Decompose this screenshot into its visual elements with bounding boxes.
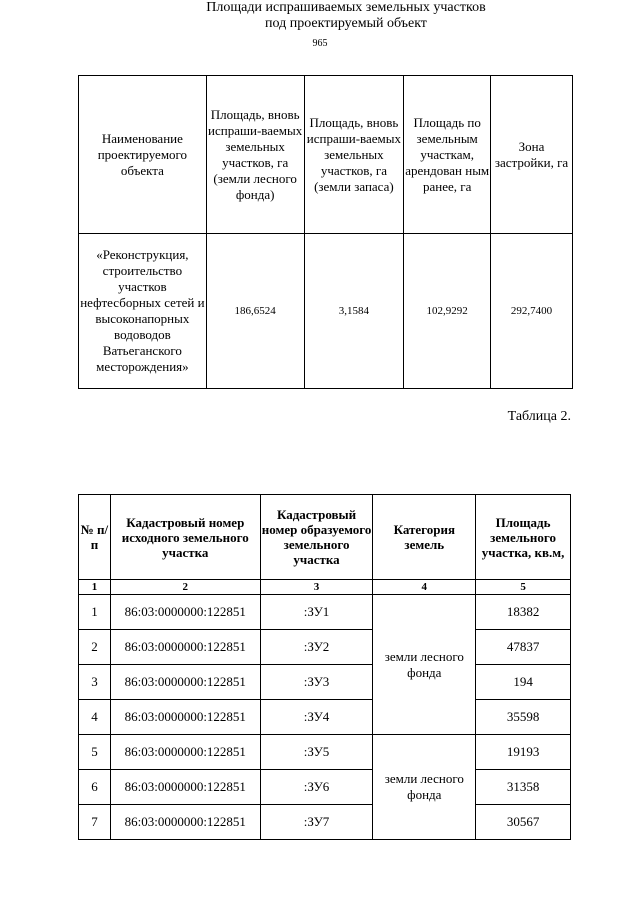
object-name-cell: «Реконструкция, строительство участков нефтесборных сетей и высоконапорных водоводов Ватьеганского месторождения» [79, 234, 207, 389]
build-zone-value: 292,7400 [491, 234, 573, 389]
land-area-summary-table [78, 75, 573, 389]
plot-area: 30567 [476, 805, 571, 840]
table-row [79, 595, 571, 630]
source-cadastral-number: 86:03:0000000:122851 [110, 595, 260, 630]
plot-area: 31358 [476, 770, 571, 805]
header-forest-area: Площадь, вновь испраши-ваемых земельных участков, га (земли лесного фонда) [206, 76, 304, 234]
column-index: 4 [373, 580, 476, 595]
column-index: 2 [110, 580, 260, 595]
table-row [79, 805, 571, 840]
row-number: 2 [79, 630, 111, 665]
row-number: 1 [79, 595, 111, 630]
header-build-zone: Зона застройки, га [491, 76, 573, 234]
table-row [79, 665, 571, 700]
land-plots-table [78, 494, 571, 840]
column-index: 1 [79, 580, 111, 595]
formed-plot-id: :ЗУ6 [260, 770, 373, 805]
table-row [79, 735, 571, 770]
table-title [0, 0, 640, 32]
row-number: 7 [79, 805, 111, 840]
row-number: 6 [79, 770, 111, 805]
plot-area: 19193 [476, 735, 571, 770]
source-cadastral-number: 86:03:0000000:122851 [110, 770, 260, 805]
column-index-row [79, 580, 571, 595]
reserve-area-value: 3,1584 [304, 234, 404, 389]
header-number: № п/п [79, 495, 111, 580]
table-caption: Таблица 2. [507, 409, 571, 424]
table-title-line-1: Площади испрашиваемых земельных участков [206, 0, 486, 15]
table-row [79, 770, 571, 805]
source-cadastral-number: 86:03:0000000:122851 [110, 735, 260, 770]
plot-area: 194 [476, 665, 571, 700]
forest-area-value: 186,6524 [206, 234, 304, 389]
formed-plot-id: :ЗУ3 [260, 665, 373, 700]
formed-plot-id: :ЗУ2 [260, 630, 373, 665]
header-formed-cadastral: Кадастровый номер образуемого земельного участка [260, 495, 373, 580]
header-object-name: Наименование проектируемого объекта [79, 76, 207, 234]
leased-area-value: 102,9292 [404, 234, 491, 389]
source-cadastral-number: 86:03:0000000:122851 [110, 665, 260, 700]
table-title-line-2: под проектируемый объект [265, 16, 427, 31]
header-reserve-area: Площадь, вновь испраши-ваемых земельных участков, га (земли запаса) [304, 76, 404, 234]
formed-plot-id: :ЗУ5 [260, 735, 373, 770]
row-number: 3 [79, 665, 111, 700]
row-number: 5 [79, 735, 111, 770]
formed-plot-id: :ЗУ1 [260, 595, 373, 630]
source-cadastral-number: 86:03:0000000:122851 [110, 630, 260, 665]
plot-area: 47837 [476, 630, 571, 665]
source-cadastral-number: 86:03:0000000:122851 [110, 805, 260, 840]
plot-area: 18382 [476, 595, 571, 630]
source-cadastral-number: 86:03:0000000:122851 [110, 700, 260, 735]
formed-plot-id: :ЗУ4 [260, 700, 373, 735]
row-number: 4 [79, 700, 111, 735]
header-source-cadastral: Кадастровый номер исходного земельного участка [110, 495, 260, 580]
column-index: 3 [260, 580, 373, 595]
column-index: 5 [476, 580, 571, 595]
table-row [79, 700, 571, 735]
header-leased-area: Площадь по земельным участкам, арендован ным ранее, га [404, 76, 491, 234]
table-row [79, 630, 571, 665]
land-category-cell: земли лесного фонда [373, 595, 476, 735]
page-number: 965 [312, 38, 328, 49]
formed-plot-id: :ЗУ7 [260, 805, 373, 840]
header-land-category: Категория земель [373, 495, 476, 580]
land-category-cell: земли лесного фонда [373, 735, 476, 840]
plot-area: 35598 [476, 700, 571, 735]
header-plot-area: Площадь земельного участка, кв.м, [476, 495, 571, 580]
